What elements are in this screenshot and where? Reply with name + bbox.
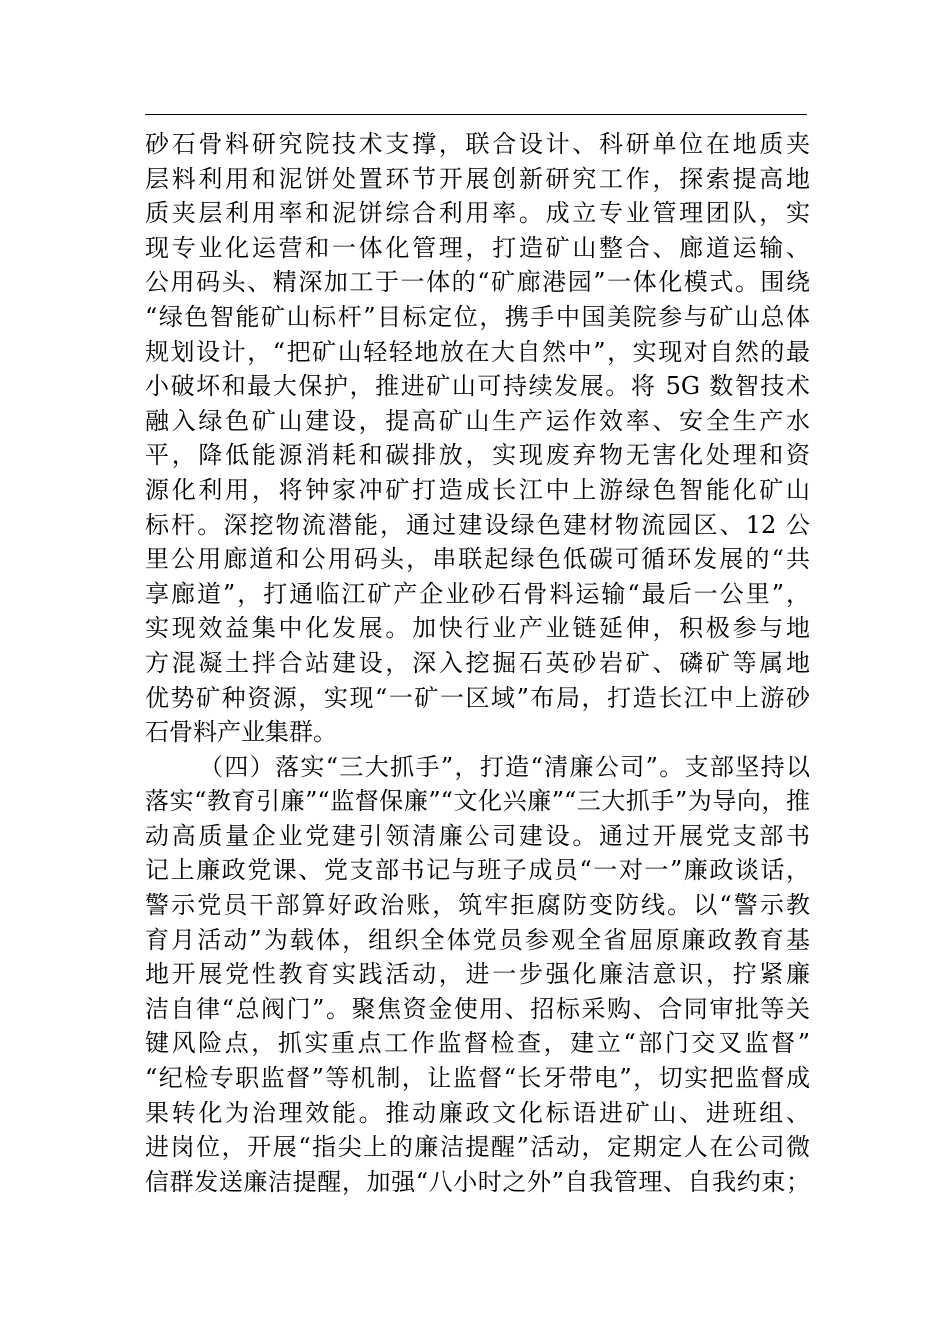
text-line: 果转化为治理效能。推动廉政文化标语进矿山、进班组、 xyxy=(145,1098,810,1127)
text-line: 育月活动”为载体，组织全体党员参观全省屈原廉政教育基 xyxy=(145,925,810,954)
text-line: “纪检专职监督”等机制，让监督“长牙带电”，切实把监督成 xyxy=(145,1064,810,1093)
text-line: 实现效益集中化发展。加快行业产业链延伸，积极参与地 xyxy=(145,614,810,643)
text-line: 层料利用和泥饼处置环节开展创新研究工作，探索提高地 xyxy=(145,164,810,193)
text-line: 警示党员干部算好政治账，筑牢拒腐防变防线。以“警示教 xyxy=(145,891,810,920)
text-line: 现专业化运营和一体化管理，打造矿山整合、廊道运输、 xyxy=(145,233,810,262)
text-line: 键风险点，抓实重点工作监督检查，建立“部门交叉监督” xyxy=(145,1029,810,1058)
paragraph-4 xyxy=(145,750,810,1200)
text-line: “绿色智能矿山标杆”目标定位，携手中国美院参与矿山总体 xyxy=(145,302,810,331)
text-line: 动高质量企业党建引领清廉公司建设。通过开展党支部书 xyxy=(145,821,810,850)
text-line: 融入绿色矿山建设，提高矿山生产运作效率、安全生产水 xyxy=(145,406,810,435)
text-line: 石骨料产业集群。 xyxy=(145,718,337,747)
paragraph-3 xyxy=(145,127,810,750)
text-line: 公用码头、精深加工于一体的“矿廊港园”一体化模式。围绕 xyxy=(145,268,810,297)
text-line: 质夹层利用率和泥饼综合利用率。成立专业管理团队，实 xyxy=(145,199,810,228)
text-line: 洁自律“总阀门”。聚焦资金使用、招标采购、合同审批等关 xyxy=(145,994,810,1023)
text-line: 地开展党性教育实践活动，进一步强化廉洁意识，拧紧廉 xyxy=(145,960,810,989)
text-line: 规划设计，“把矿山轻轻地放在大自然中”，实现对自然的最 xyxy=(145,337,810,366)
document-body xyxy=(145,127,810,1199)
text-line: 进岗位，开展“指尖上的廉洁提醒”活动，定期定人在公司微 xyxy=(145,1133,810,1162)
text-line: 源化利用，将钟家冲矿打造成长江中上游绿色智能化矿山 xyxy=(145,475,810,504)
text-line: 落实“教育引廉”“监督保廉”“文化兴廉”“三大抓手”为导向，推 xyxy=(145,787,810,816)
text-line: 信群发送廉洁提醒，加强“八小时之外”自我管理、自我约束； xyxy=(145,1167,810,1196)
text-line: 砂石骨料研究院技术支撑，联合设计、科研单位在地质夹 xyxy=(145,130,810,158)
text-line: 享廊道”，打通临江矿产企业砂石骨料运输“最后一公里”， xyxy=(145,579,810,608)
paragraph-heading-line: （四）落实“三大抓手”，打造“清廉公司”。支部坚持以 xyxy=(199,752,810,781)
text-line: 优势矿种资源，实现“一矿一区域”布局，打造长江中上游砂 xyxy=(145,683,810,712)
text-line: 平，降低能源消耗和碳排放，实现废弃物无害化处理和资 xyxy=(145,441,810,470)
text-line: 小破坏和最大保护，推进矿山可持续发展。将 5G 数智技术 xyxy=(145,372,810,401)
text-line: 方混凝土拌合站建设，深入挖掘石英砂岩矿、磷矿等属地 xyxy=(145,648,810,677)
text-line: 标杆。深挖物流潜能，通过建设绿色建材物流园区、12 公 xyxy=(145,510,810,539)
text-line: 记上廉政党课、党支部书记与班子成员“一对一”廉政谈话， xyxy=(145,856,810,885)
header-rule xyxy=(145,114,807,115)
text-line: 里公用廊道和公用码头，串联起绿色低碳可循环发展的“共 xyxy=(145,545,810,574)
